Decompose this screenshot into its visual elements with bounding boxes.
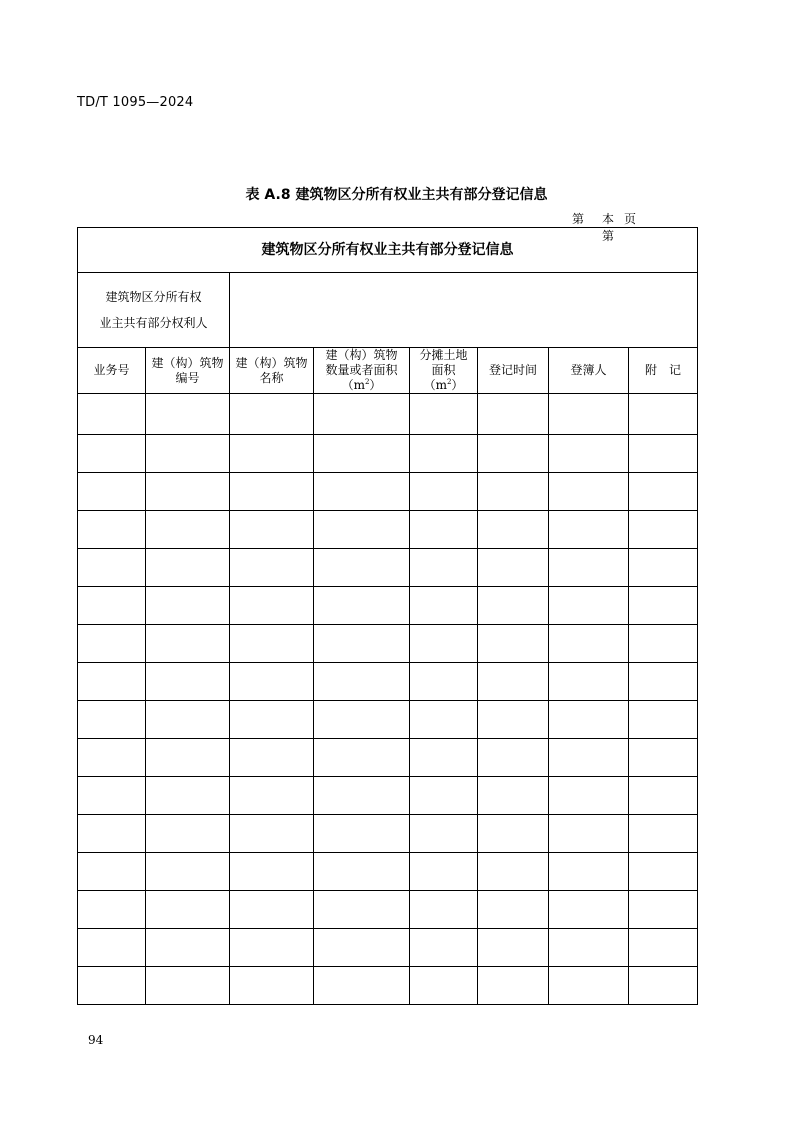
column-header-line1: 登记时间 bbox=[488, 363, 537, 377]
table-cell[interactable] bbox=[146, 549, 230, 587]
table-cell[interactable] bbox=[629, 929, 698, 967]
column-header bbox=[230, 348, 314, 394]
table-cell[interactable] bbox=[478, 663, 549, 701]
table-cell[interactable] bbox=[314, 549, 410, 587]
table-cell[interactable] bbox=[549, 701, 629, 739]
table-cell[interactable] bbox=[146, 929, 230, 967]
table-cell[interactable] bbox=[549, 394, 629, 435]
table-cell[interactable] bbox=[478, 511, 549, 549]
owner-label-line2: 业主共有部分权利人 bbox=[99, 316, 208, 330]
column-header bbox=[549, 348, 629, 394]
column-header-line1: 附 记 bbox=[644, 363, 681, 377]
unit-close: ） bbox=[451, 378, 464, 392]
table-cell[interactable] bbox=[78, 739, 146, 777]
column-header-line1: 分摊土地 bbox=[419, 348, 468, 362]
column-header bbox=[410, 348, 478, 394]
column-header-unit bbox=[410, 378, 477, 393]
table-cell[interactable] bbox=[314, 663, 410, 701]
table-cell[interactable] bbox=[146, 891, 230, 929]
column-header-line1: 建（构）筑物 bbox=[151, 355, 224, 370]
table-cell[interactable] bbox=[629, 549, 698, 587]
table-row bbox=[78, 473, 698, 511]
unit-superscript: 2 bbox=[364, 378, 370, 386]
table-cell[interactable] bbox=[230, 929, 314, 967]
table-cell[interactable] bbox=[314, 967, 410, 1005]
table-cell[interactable] bbox=[314, 473, 410, 511]
unit-superscript: 2 bbox=[446, 378, 452, 386]
table-cell[interactable] bbox=[146, 473, 230, 511]
table-cell[interactable] bbox=[230, 967, 314, 1005]
table-cell[interactable] bbox=[314, 587, 410, 625]
table-cell[interactable] bbox=[410, 929, 478, 967]
table-row bbox=[78, 549, 698, 587]
table-cell[interactable] bbox=[78, 625, 146, 663]
table-cell[interactable] bbox=[314, 891, 410, 929]
table-cell[interactable] bbox=[314, 511, 410, 549]
table-cell[interactable] bbox=[410, 625, 478, 663]
table-cell[interactable] bbox=[629, 739, 698, 777]
table-cell[interactable] bbox=[410, 815, 478, 853]
table-row bbox=[78, 394, 698, 435]
table-cell[interactable] bbox=[549, 625, 629, 663]
table-cell[interactable] bbox=[629, 853, 698, 891]
table-cell[interactable] bbox=[549, 435, 629, 473]
table-row bbox=[78, 511, 698, 549]
table-cell[interactable] bbox=[410, 701, 478, 739]
table-cell[interactable] bbox=[629, 587, 698, 625]
table-cell[interactable] bbox=[78, 853, 146, 891]
column-header-line1: 建（构）筑物 bbox=[235, 355, 308, 370]
table-cell[interactable] bbox=[549, 815, 629, 853]
table-cell[interactable] bbox=[629, 815, 698, 853]
table-cell[interactable] bbox=[478, 473, 549, 511]
table-cell[interactable] bbox=[478, 967, 549, 1005]
table-cell[interactable] bbox=[146, 701, 230, 739]
column-header-line2: 面积 bbox=[431, 363, 456, 377]
table-row bbox=[78, 625, 698, 663]
table-cell[interactable] bbox=[230, 701, 314, 739]
column-header-line1: 登簿人 bbox=[570, 363, 607, 377]
table-cell[interactable] bbox=[549, 587, 629, 625]
table-cell[interactable] bbox=[549, 853, 629, 891]
page-counter-part3: 页 bbox=[624, 212, 637, 226]
table-cell[interactable] bbox=[78, 473, 146, 511]
table-cell[interactable] bbox=[146, 739, 230, 777]
table-cell[interactable] bbox=[230, 587, 314, 625]
column-header-line1: 建（构）筑物 bbox=[325, 348, 398, 362]
table-cell[interactable] bbox=[478, 625, 549, 663]
table-cell[interactable] bbox=[146, 435, 230, 473]
table-cell[interactable] bbox=[629, 777, 698, 815]
table-cell[interactable] bbox=[549, 929, 629, 967]
table-row bbox=[78, 435, 698, 473]
table-cell[interactable] bbox=[629, 891, 698, 929]
table-cell[interactable] bbox=[478, 701, 549, 739]
table-cell[interactable] bbox=[629, 394, 698, 435]
table-cell[interactable] bbox=[629, 701, 698, 739]
table-cell[interactable] bbox=[549, 511, 629, 549]
table-cell[interactable] bbox=[314, 701, 410, 739]
table-cell[interactable] bbox=[549, 473, 629, 511]
standard-id: TD/T 1095—2024 bbox=[77, 95, 194, 110]
unit-text: （m bbox=[341, 378, 365, 392]
table-cell[interactable] bbox=[78, 511, 146, 549]
table-cell[interactable] bbox=[629, 663, 698, 701]
table-cell[interactable] bbox=[314, 929, 410, 967]
column-header-row bbox=[78, 348, 698, 394]
column-header bbox=[146, 348, 230, 394]
table-cell[interactable] bbox=[230, 625, 314, 663]
table-cell[interactable] bbox=[629, 625, 698, 663]
owner-label-line1: 建筑物区分所有权 bbox=[105, 290, 202, 304]
table-cell[interactable] bbox=[230, 853, 314, 891]
table-cell[interactable] bbox=[78, 701, 146, 739]
table-cell[interactable] bbox=[230, 891, 314, 929]
table-cell[interactable] bbox=[146, 853, 230, 891]
table-cell[interactable] bbox=[146, 967, 230, 1005]
table-row bbox=[78, 777, 698, 815]
page-counter-part1: 第 bbox=[572, 212, 585, 226]
table-cell[interactable] bbox=[146, 511, 230, 549]
table-cell[interactable] bbox=[410, 777, 478, 815]
column-header bbox=[314, 348, 410, 394]
table-cell[interactable] bbox=[410, 739, 478, 777]
table-cell[interactable] bbox=[410, 967, 478, 1005]
table-cell[interactable] bbox=[146, 587, 230, 625]
table-row bbox=[78, 701, 698, 739]
table-cell[interactable] bbox=[629, 473, 698, 511]
owner-row bbox=[78, 273, 698, 348]
column-header bbox=[478, 348, 549, 394]
unit-close: ） bbox=[369, 378, 382, 392]
table-cell[interactable] bbox=[314, 394, 410, 435]
table-cell[interactable] bbox=[314, 853, 410, 891]
page-number: 94 bbox=[88, 1033, 104, 1047]
table-cell[interactable] bbox=[549, 777, 629, 815]
unit-text: （m bbox=[423, 378, 447, 392]
table-cell[interactable] bbox=[230, 739, 314, 777]
table-cell[interactable] bbox=[314, 815, 410, 853]
table-cell[interactable] bbox=[78, 777, 146, 815]
table-row bbox=[78, 853, 698, 891]
table-cell[interactable] bbox=[549, 891, 629, 929]
table-cell[interactable] bbox=[478, 815, 549, 853]
table-cell[interactable] bbox=[629, 435, 698, 473]
table-row bbox=[78, 967, 698, 1005]
table-cell[interactable] bbox=[410, 891, 478, 929]
table-cell[interactable] bbox=[478, 587, 549, 625]
table-row bbox=[78, 929, 698, 967]
table-cell[interactable] bbox=[146, 663, 230, 701]
table-cell[interactable] bbox=[629, 967, 698, 1005]
table-cell[interactable] bbox=[314, 777, 410, 815]
table-cell[interactable] bbox=[78, 815, 146, 853]
table-cell[interactable] bbox=[146, 815, 230, 853]
table-row bbox=[78, 739, 698, 777]
table-cell[interactable] bbox=[78, 435, 146, 473]
table-cell[interactable] bbox=[410, 587, 478, 625]
table-row bbox=[78, 815, 698, 853]
table-cell[interactable] bbox=[146, 777, 230, 815]
table-cell[interactable] bbox=[314, 739, 410, 777]
table-cell[interactable] bbox=[478, 929, 549, 967]
table-cell[interactable] bbox=[78, 663, 146, 701]
table-cell[interactable] bbox=[230, 777, 314, 815]
table-cell[interactable] bbox=[478, 739, 549, 777]
table-cell[interactable] bbox=[549, 663, 629, 701]
table-cell[interactable] bbox=[478, 435, 549, 473]
table-row bbox=[78, 663, 698, 701]
table-cell[interactable] bbox=[230, 663, 314, 701]
table-cell[interactable] bbox=[78, 549, 146, 587]
table-title: 表 A.8 建筑物区分所有权业主共有部分登记信息 bbox=[245, 187, 548, 203]
table-cell[interactable] bbox=[478, 549, 549, 587]
table-cell[interactable] bbox=[78, 891, 146, 929]
column-header bbox=[629, 348, 698, 394]
table-cell[interactable] bbox=[549, 967, 629, 1005]
table-row bbox=[78, 587, 698, 625]
owner-label-cell bbox=[78, 273, 230, 348]
table-cell[interactable] bbox=[410, 473, 478, 511]
column-header-line2: 数量或者面积 bbox=[325, 363, 398, 377]
table-cell[interactable] bbox=[146, 625, 230, 663]
table-cell[interactable] bbox=[230, 511, 314, 549]
column-header-line2: 名称 bbox=[259, 370, 284, 385]
table-cell[interactable] bbox=[78, 394, 146, 435]
table-cell[interactable] bbox=[478, 394, 549, 435]
table-cell[interactable] bbox=[314, 625, 410, 663]
table-cell[interactable] bbox=[629, 511, 698, 549]
table-cell[interactable] bbox=[549, 739, 629, 777]
table-cell[interactable] bbox=[478, 891, 549, 929]
owner-value-cell[interactable] bbox=[230, 273, 698, 348]
column-header-unit bbox=[314, 378, 409, 393]
page-counter-part2: 本第 bbox=[602, 212, 615, 243]
table-cell[interactable] bbox=[78, 967, 146, 1005]
table-cell[interactable] bbox=[230, 473, 314, 511]
column-header-line2: 编号 bbox=[175, 370, 200, 385]
table-cell[interactable] bbox=[549, 549, 629, 587]
table-cell[interactable] bbox=[146, 394, 230, 435]
table-cell[interactable] bbox=[410, 435, 478, 473]
column-header-line1: 业务号 bbox=[93, 363, 130, 377]
table-cell[interactable] bbox=[230, 394, 314, 435]
table-cell[interactable] bbox=[78, 587, 146, 625]
table-header-row bbox=[78, 228, 698, 273]
column-header bbox=[78, 348, 146, 394]
table-cell[interactable] bbox=[410, 511, 478, 549]
table-cell[interactable] bbox=[410, 853, 478, 891]
table-cell[interactable] bbox=[230, 549, 314, 587]
table-cell[interactable] bbox=[478, 853, 549, 891]
table-cell[interactable] bbox=[314, 435, 410, 473]
table-cell[interactable] bbox=[230, 435, 314, 473]
table-cell[interactable] bbox=[410, 394, 478, 435]
table-cell[interactable] bbox=[410, 549, 478, 587]
registration-table bbox=[77, 227, 698, 1005]
table-cell[interactable] bbox=[410, 663, 478, 701]
table-cell[interactable] bbox=[230, 815, 314, 853]
table-cell[interactable] bbox=[78, 929, 146, 967]
table-cell[interactable] bbox=[478, 777, 549, 815]
table-header: 建筑物区分所有权业主共有部分登记信息 bbox=[78, 228, 698, 273]
table-row bbox=[78, 891, 698, 929]
